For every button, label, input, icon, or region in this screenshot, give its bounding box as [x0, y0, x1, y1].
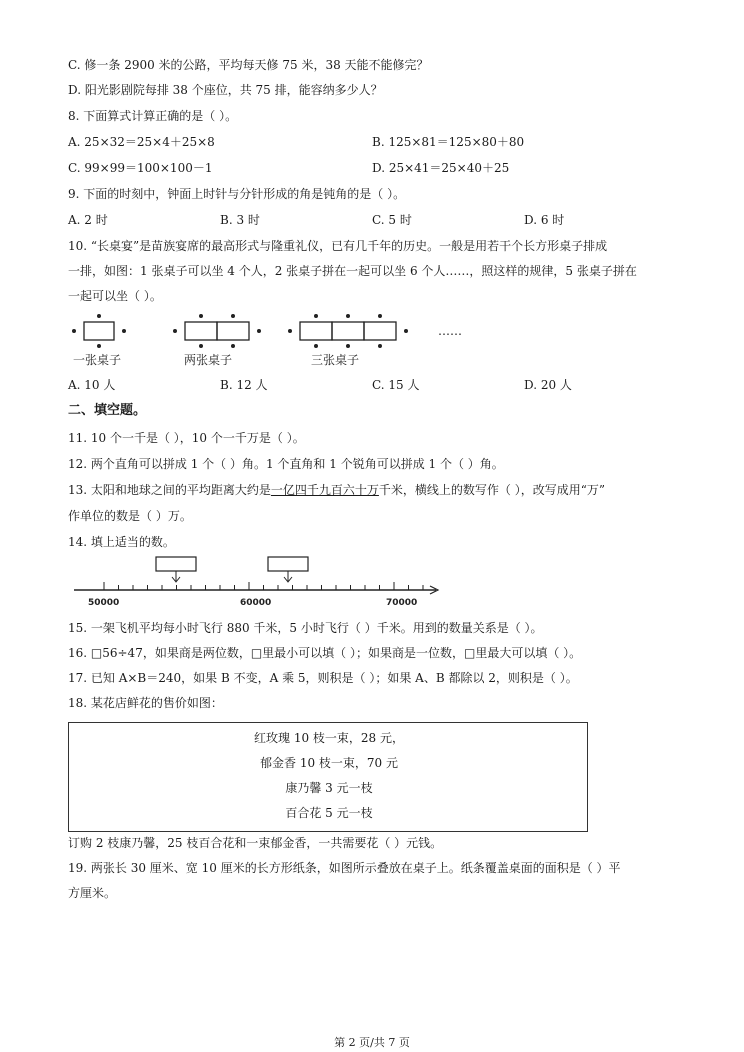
- q19-line2: 方厘米。: [68, 886, 117, 900]
- q10-line3: 一起可以坐（ ）。: [68, 289, 162, 303]
- q10-line1: 10. “长桌宴”是苗族宴席的最高形式与隆重礼仪，已有几千年的历史。一般是用若干个长方形桌子排成: [68, 239, 608, 253]
- q14-stem: 14. 填上适当的数。: [68, 535, 175, 549]
- q13-line2: 作单位的数是（ ）万。: [68, 509, 192, 523]
- one-table-figure: [72, 314, 126, 367]
- q12: 12. 两个直角可以拼成 1 个（ ）角。1 个直角和 1 个锐角可以拼成 1 个（ ）角。: [68, 457, 504, 471]
- q17: 17. 已知 A×B＝240，如果 B 不变，A 乘 5，则积是（ ）；如果 A、B 都除以 2，则积是（ ）。: [68, 671, 578, 685]
- q9-option-c: C. 5 时: [372, 213, 412, 227]
- answer-box-1: [156, 557, 196, 571]
- q10-line2: 一排，如图：1 张桌子可以坐 4 个人，2 张桌子拼在一起可以坐 6 个人……，照这样的规律，5 张桌子拼在: [68, 264, 637, 278]
- q13-line1: [68, 482, 605, 498]
- tick-label-50000: 50000: [88, 598, 120, 608]
- q7-option-c: C. 修一条 2900 米的公路，平均每天修 75 米，38 天能不能修完？: [68, 58, 429, 72]
- price-rose: 红玫瑰 10 枝一束，28 元，: [254, 731, 404, 745]
- q9-option-d: D. 6 时: [524, 213, 565, 227]
- q13-post: 千米，横线上的数写作（ ），改写成用“万”: [378, 483, 606, 497]
- q8-stem: 8. 下面算式计算正确的是（ ）。: [68, 109, 238, 123]
- fig-label-three: 三张桌子: [311, 353, 360, 367]
- q9-option-b: B. 3 时: [220, 213, 260, 227]
- flower-price-box: [68, 722, 588, 832]
- q15: 15. 一架飞机平均每小时飞行 880 千米，5 小时飞行（ ）千米。用到的数量关系是（ ）。: [68, 621, 543, 635]
- q10-option-a: A. 10 人: [68, 378, 116, 392]
- q8-option-b: B. 125×81＝125×80＋80: [372, 135, 525, 149]
- price-tulip: 郁金香 10 枝一束，70 元: [260, 756, 398, 770]
- two-tables-figure: [173, 314, 261, 367]
- q10-option-d: D. 20 人: [524, 378, 572, 392]
- fig-ellipsis: ……: [438, 324, 462, 338]
- number-line-figure: [68, 554, 448, 612]
- q10-option-c: C. 15 人: [372, 378, 420, 392]
- q13-underlined-number: 一亿四千九百六十万: [270, 483, 379, 497]
- answer-box-2: [268, 557, 308, 571]
- q13-pre: 13. 太阳和地球之间的平均距离大约是: [68, 483, 271, 497]
- table-arrangement-figure: [60, 312, 480, 370]
- section-heading: 二、填空题。: [68, 403, 147, 418]
- q10-option-b: B. 12 人: [220, 378, 268, 392]
- tick-label-70000: 70000: [386, 598, 418, 608]
- q18-question: 订购 2 枝康乃馨，25 枝百合花和一束郁金香，一共需要花（ ）元钱。: [68, 836, 443, 850]
- q9-stem: 9. 下面的时刻中，钟面上时针与分针形成的角是钝角的是（ ）。: [68, 187, 406, 201]
- price-carnation: 康乃馨 3 元一枝: [285, 781, 373, 795]
- fig-label-two: 两张桌子: [184, 353, 233, 367]
- q8-option-a: A. 25×32＝25×4＋25×8: [68, 135, 215, 149]
- q9-option-a: A. 2 时: [68, 213, 108, 227]
- q11: 11. 10 个一千是（ ），10 个一千万是（ ）。: [68, 431, 305, 445]
- q8-option-d: D. 25×41＝25×40＋25: [372, 161, 510, 175]
- three-tables-figure: [288, 314, 408, 367]
- fig-label-one: 一张桌子: [73, 353, 122, 367]
- q19-line1: 19. 两张长 30 厘米、宽 10 厘米的长方形纸条，如图所示叠放在桌子上。纸条覆盖桌面的面积是（ ）平: [68, 861, 621, 875]
- q8-option-c: C. 99×99＝100×100－1: [68, 161, 213, 175]
- tick-label-60000: 60000: [240, 598, 272, 608]
- price-lily: 百合花 5 元一枝: [285, 806, 373, 820]
- q16: 16. □56÷47，如果商是两位数，□里最小可以填（ ）；如果商是一位数，□里最大可以填（ ）。: [68, 646, 582, 660]
- page-footer: 第 2 页/共 7 页: [334, 1036, 410, 1049]
- q18-stem: 18. 某花店鲜花的售价如图：: [68, 696, 223, 710]
- q7-option-d: D. 阳光影剧院每排 38 个座位，共 75 排，能容纳多少人？: [68, 83, 383, 97]
